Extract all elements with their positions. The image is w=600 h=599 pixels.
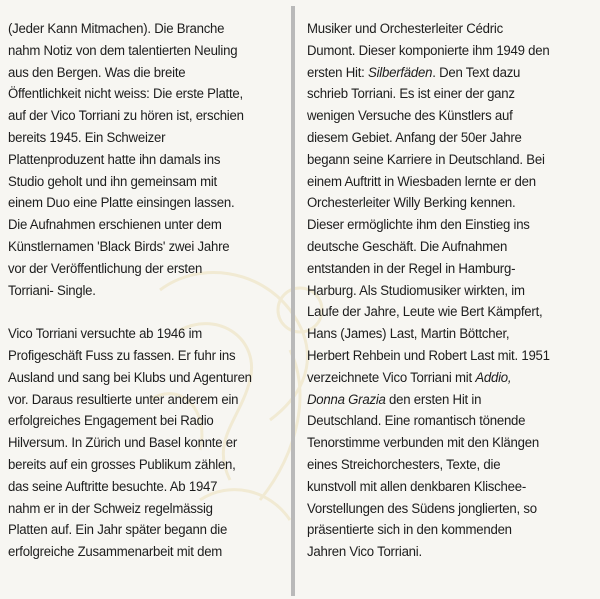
text-line: nahm er in der Schweiz regelmässig (8, 500, 213, 517)
song-title-donna-grazia: Donna Grazia (307, 391, 386, 408)
text-line: Profigeschäft Fuss zu fassen. Er fuhr ins (8, 347, 236, 364)
text-line: Hilversum. In Zürich und Basel konnte er (8, 435, 238, 452)
song-title-addio: Addio, (475, 369, 512, 386)
text-line: (Jeder Kann Mitmachen). Die Branche (8, 21, 225, 37)
text-line (307, 368, 595, 390)
text-line: das seine Auftritte besuchte. Ab 1947 (8, 478, 218, 495)
text-line: wenigen Versuche des Künstlers auf (307, 108, 513, 125)
text-line: Musiker und Orchesterleiter Cédric (307, 21, 503, 37)
text-line: vor der Veröffentlichung der ersten (8, 260, 203, 277)
text-line: aus den Bergen. Was die breite (8, 64, 186, 81)
text-line: bereits auf ein grosses Publikum zählen, (8, 456, 236, 473)
paragraph-gap (8, 302, 287, 324)
text-line: Deutschland. Eine romantisch tönende (307, 413, 526, 430)
text-segment: . Den Text dazu (432, 64, 521, 81)
text-line (307, 63, 595, 85)
text-line: einem Duo eine Platte einsingen lassen. (8, 195, 235, 212)
text-line: Tenorstimme verbunden mit den Klängen (307, 435, 539, 452)
text-line: Plattenproduzent hatte ihn damals ins (8, 151, 221, 168)
text-line: vor. Daraus resultierte unter anderem ein (8, 391, 239, 408)
text-line: erfolgreiches Engagement bei Radio (8, 413, 214, 430)
text-line: eines Streichorchesters, Texte, die (307, 456, 501, 473)
text-line: deutsche Geschäft. Die Aufnahmen (307, 238, 508, 255)
text-line: schrieb Torriani. Es ist einer der ganz (307, 86, 515, 103)
text-line: begann seine Karriere in Deutschland. Bei (307, 151, 545, 168)
text-line: Jahren Vico Torriani. (307, 544, 422, 561)
text-segment: den ersten Hit in (385, 391, 482, 408)
left-text-column (8, 19, 287, 564)
text-line: Studio geholt und ihn gemeinsam mit (8, 173, 217, 190)
text-line: Torriani- Single. (8, 282, 96, 299)
text-line: nahm Notiz von dem talentierten Neuling (8, 42, 238, 59)
column-divider (291, 6, 295, 596)
text-line: Hans (James) Last, Martin Böttcher, (307, 326, 510, 343)
text-line: Vorstellungen des Südens jonglierten, so (307, 500, 537, 517)
text-line: einem Auftritt in Wiesbaden lernte er den (307, 173, 536, 190)
song-title-silberfaeden: Silberfäden (368, 64, 433, 81)
text-line: Die Aufnahmen erschienen unter dem (8, 217, 222, 234)
text-segment: verzeichnete Vico Torriani mit (307, 369, 476, 386)
text-line: präsentierte sich in den kommenden (307, 522, 512, 539)
text-line: Herbert Rehbein und Robert Last mit. 1951 (307, 347, 550, 364)
text-line: auf der Vico Torriani zu hören ist, erschien (8, 108, 244, 125)
text-line: Künstlernamen 'Black Birds' zwei Jahre (8, 238, 230, 255)
text-line: Orchesterleiter Willy Berking kennen. (307, 195, 516, 212)
right-text-column (307, 19, 595, 564)
text-line: Dumont. Dieser komponierte ihm 1949 den (307, 42, 550, 59)
text-line: Öffentlichkeit nicht weiss: Die erste Platte, (8, 86, 243, 103)
text-line: Dieser ermöglichte ihm den Einstieg ins (307, 217, 530, 234)
text-line: Vico Torriani versuchte ab 1946 im (8, 326, 203, 343)
text-line: Laufe der Jahre, Leute wie Bert Kämpfert, (307, 304, 543, 321)
text-segment: ersten Hit: (307, 64, 369, 81)
text-line (307, 390, 595, 412)
text-line: erfolgreiche Zusammenarbeit mit dem (8, 544, 223, 561)
text-line: diesem Gebiet. Anfang der 50er Jahre (307, 129, 522, 146)
text-line: Ausland und sang bei Klubs und Agenturen (8, 369, 252, 386)
text-line: Platten auf. Ein Jahr später begann die (8, 522, 228, 539)
text-line: entstanden in der Regel in Hamburg- (307, 260, 516, 277)
text-line: Harburg. Als Studiomusiker wirkten, im (307, 282, 525, 299)
text-line: kunstvoll mit allen denkbaren Klischee- (307, 478, 527, 495)
text-line: bereits 1945. Ein Schweizer (8, 129, 166, 146)
